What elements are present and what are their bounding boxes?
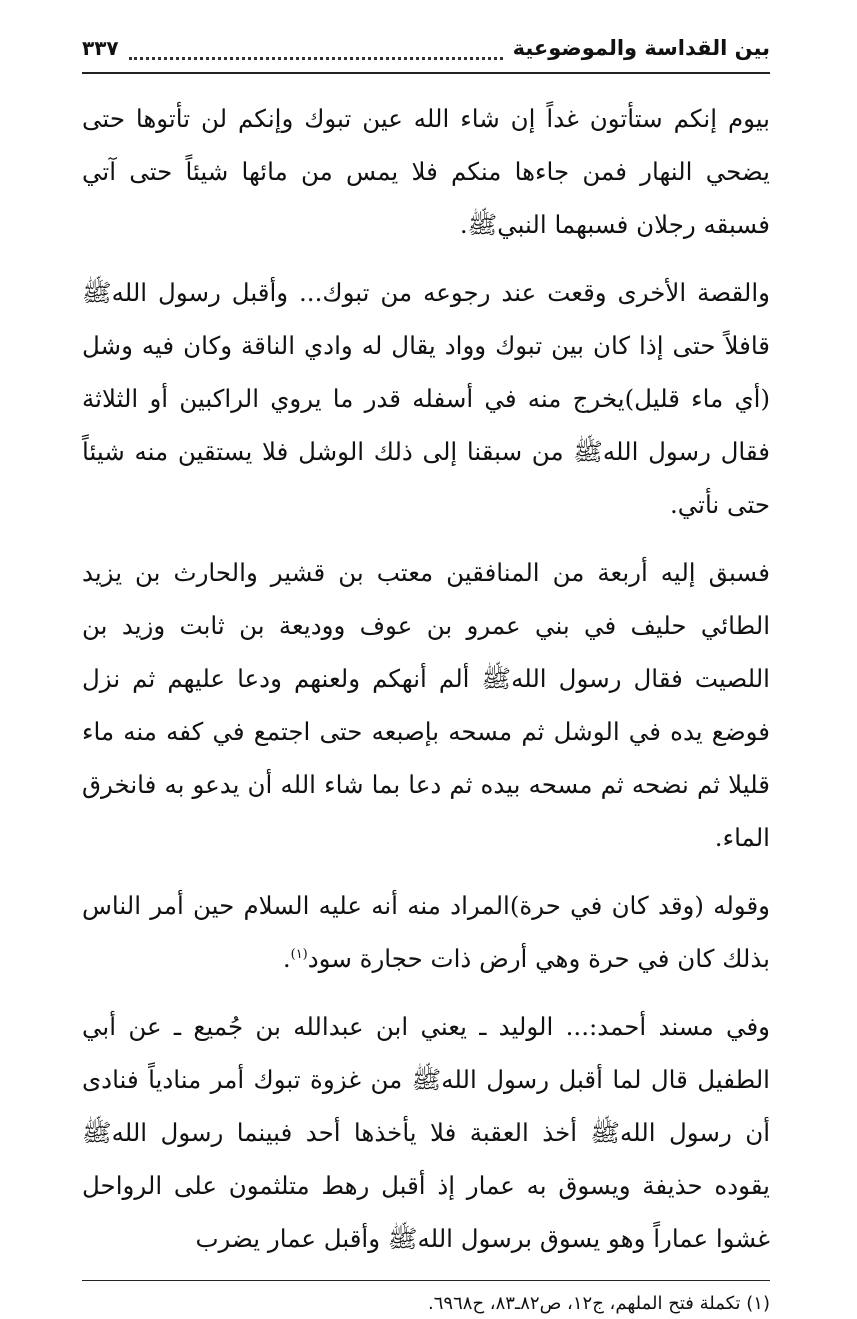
running-header <box>82 30 770 66</box>
paragraph-1 <box>82 92 770 251</box>
footnote-reference-mark[interactable]: (١) <box>290 946 308 962</box>
paragraph-4 <box>82 879 770 985</box>
footnote-rule <box>82 1280 770 1281</box>
paragraph-4-end: . <box>282 944 291 973</box>
paragraph-3-text: فسبق إليه أربعة من المنافقين معتب بن قشير والحارث بن يزيد الطائي حليف في بني عمرو بن عوف ووديعة بن ثابت وزيد بن اللصيت فقال رسول اللهﷺ ألم أنهكم ولعنهم ودعا عليهم ثم نزل فوضع يده في الوشل ثم مسحه بإصبعه حتى اجتمع في كفه منه ماء قليلا ثم نضحه ثم مسحه بيده ثم دعا بما شاء الله أن يدعو به فانخرق الماء. <box>82 558 770 852</box>
paragraph-2 <box>82 266 770 531</box>
running-title: بين القداسة والموضوعية <box>512 36 770 60</box>
footnote-text: (١) تكملة فتح الملهم، ج١٢، ص٨٢ـ٨٣، ح٦٩٦٨. <box>428 1293 770 1314</box>
leader-dots <box>129 37 503 60</box>
paragraph-5 <box>82 1000 770 1265</box>
paragraph-4-text: وقوله (وقد كان في حرة)المراد منه أنه عليه السلام حين أمر الناس بذلك كان في حرة وهي أرض ذات حجارة سود <box>82 891 770 973</box>
footnote <box>82 1289 770 1319</box>
page-number: ٣٣٧ <box>82 36 119 60</box>
paragraph-5-text: وفي مسند أحمد:... الوليد ـ يعني ابن عبدالله بن جُميع ـ عن أبي الطفيل قال لما أقبل رسول اللهﷺ من غزوة تبوك أمر منادياً فنادى أن رسول اللهﷺ أخذ العقبة فلا يأخذها أحد فبينما رسول اللهﷺ يقوده حذيفة ويسوق به عمار إذ أقبل رهط متلثمون على الرواحل غشوا عماراً وهو يسوق برسول اللهﷺ وأقبل عمار يضرب <box>82 1012 770 1253</box>
header-rule <box>82 72 770 74</box>
book-page <box>82 30 770 1314</box>
paragraph-2-text: والقصة الأخرى وقعت عند رجوعه من تبوك... وأقبل رسول اللهﷺ قافلاً حتى إذا كان بين تبوك وواد يقال له وادي الناقة وكان فيه وشل (أي ماء قليل)يخرج منه في أسفله قدر ما يروي الراكبين أو الثلاثة فقال رسول اللهﷺ من سبقنا إلى ذلك الوشل فلا يستقين منه شيئاً حتى نأتي. <box>82 278 770 519</box>
paragraph-3 <box>82 546 770 864</box>
body-text <box>82 92 770 1265</box>
paragraph-1-text: بيوم إنكم ستأتون غداً إن شاء الله عين تبوك وإنكم لن تأتوها حتى يضحي النهار فمن جاءها منكم فلا يمس من مائها شيئاً حتى آتي فسبقه رجلان فسبهما النبيﷺ. <box>82 104 770 239</box>
